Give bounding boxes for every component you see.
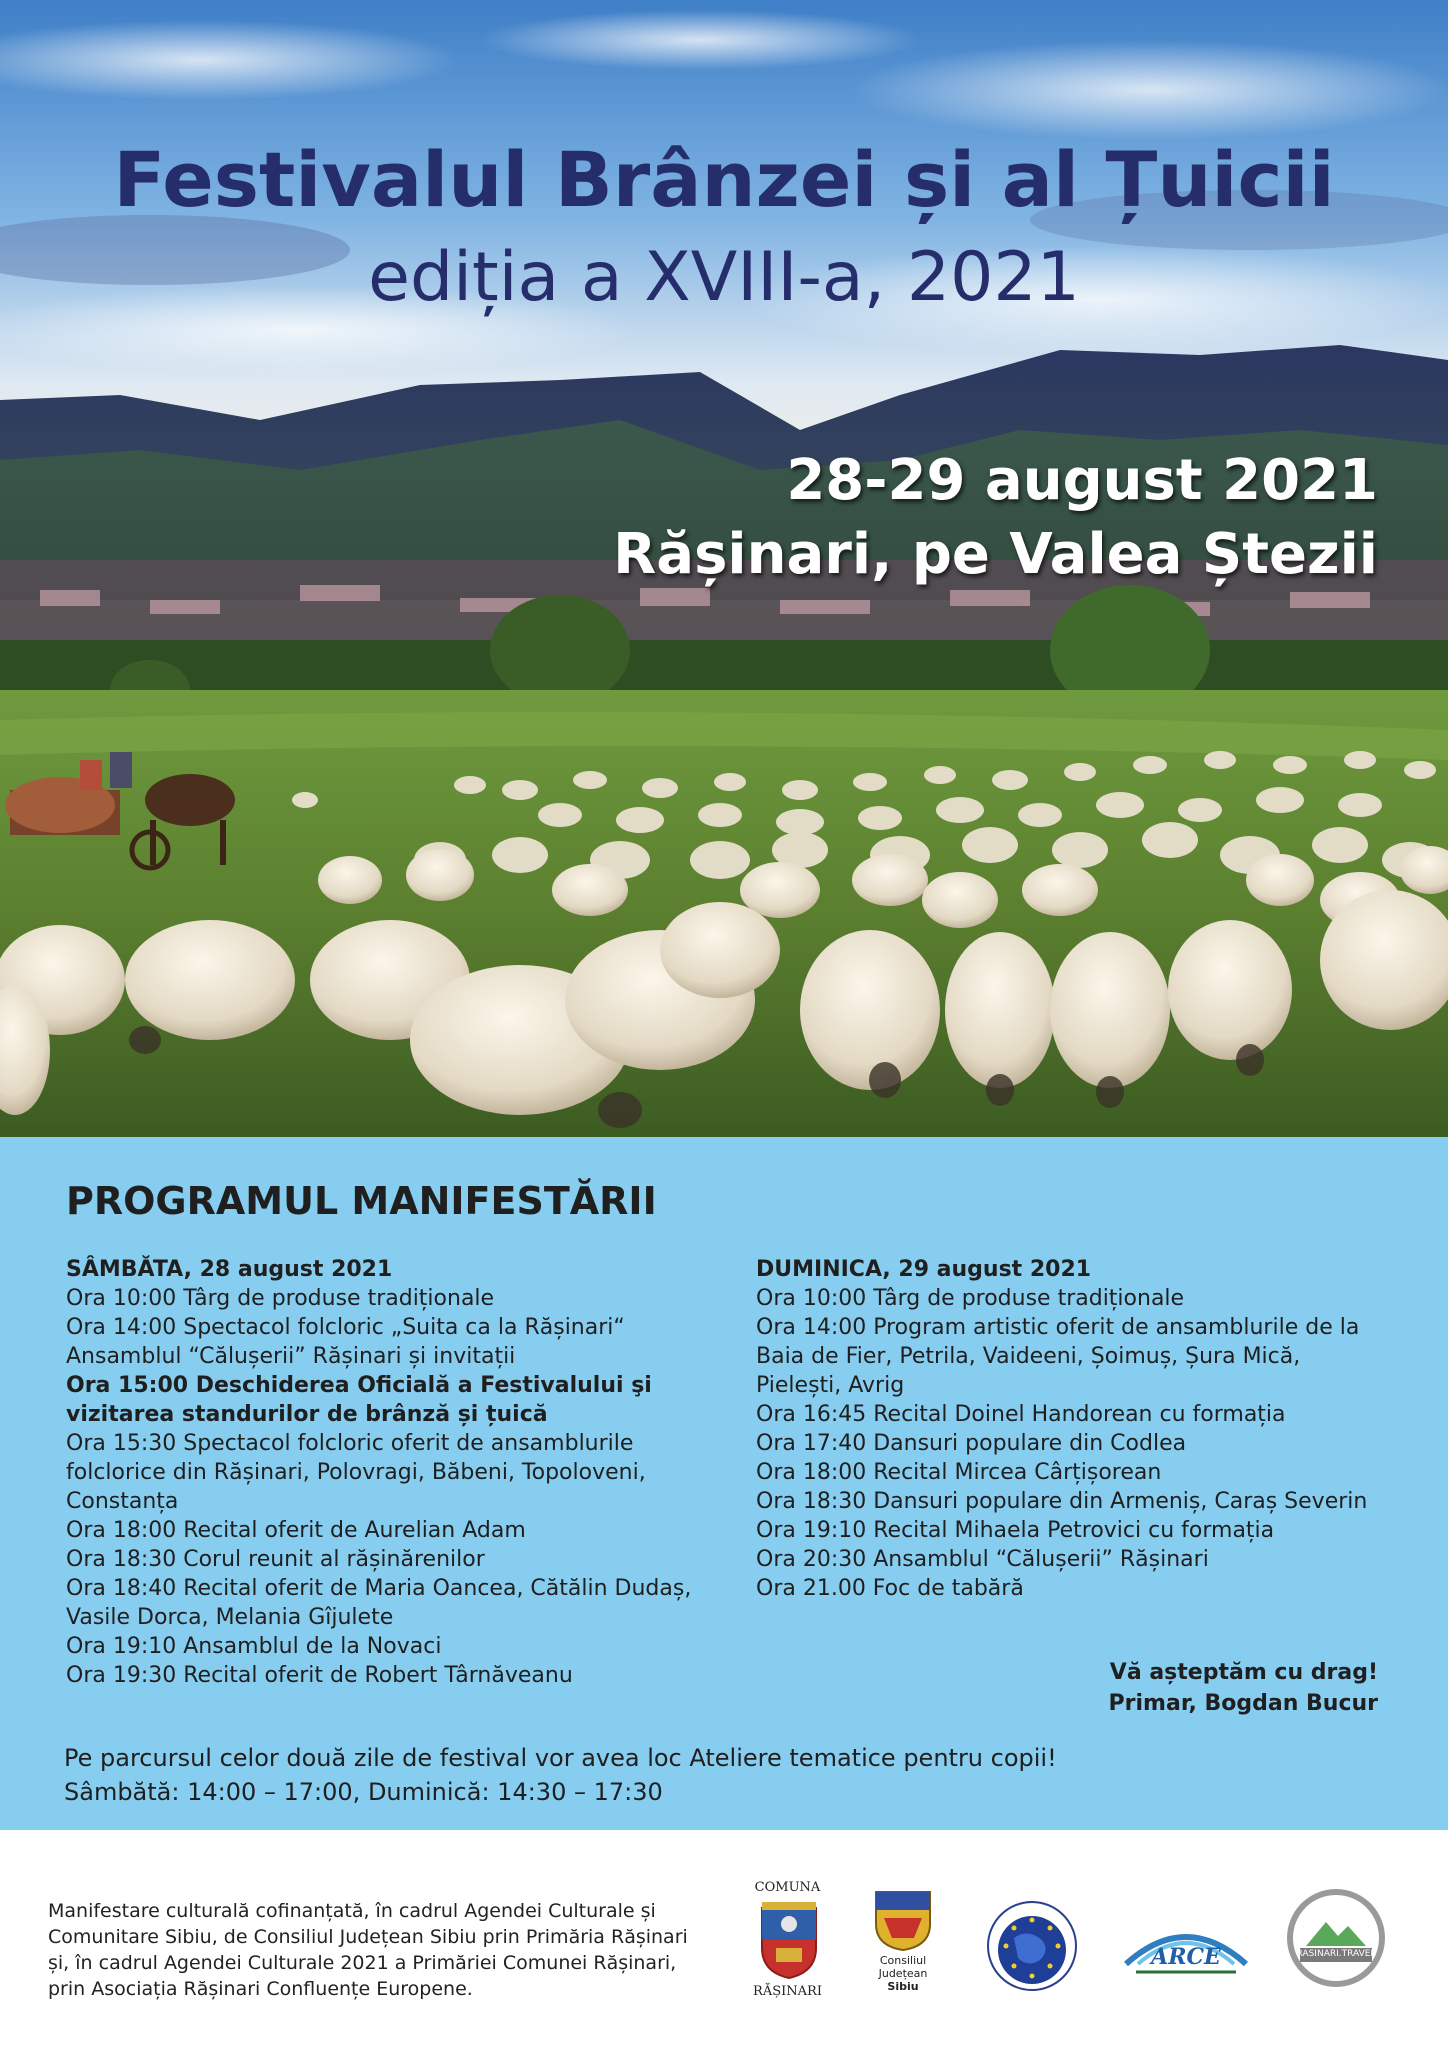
workshops-note	[64, 1741, 1057, 1809]
saturday-heading: SÂMBĂTA, 28 august 2021	[66, 1257, 393, 1282]
sunday-schedule-line: Ora 18:30 Dansuri populare din Armeniș, Caraș Severin	[756, 1489, 1368, 1514]
saturday-schedule-line: Ora 18:40 Recital oferit de Maria Oancea, Cătălin Dudaș,	[66, 1576, 692, 1601]
cofinancing-note	[48, 1898, 708, 2002]
saturday-schedule-line: Ora 19:30 Recital oferit de Robert Târnăveanu	[66, 1663, 573, 1688]
sunday-schedule-line: Ora 10:00 Târg de produse tradiționale	[756, 1286, 1185, 1311]
sunday-schedule-line: Baia de Fier, Petrila, Vaideeni, Șoimuș, Șura Mică,	[756, 1344, 1301, 1369]
rasinari-travel-badge-icon	[1286, 1888, 1386, 1988]
saturday-schedule-line: Vasile Dorca, Melania Gîjulete	[66, 1605, 394, 1630]
saturday-schedule-line: Ansamblul “Călușerii” Rășinari și invitații	[66, 1344, 516, 1369]
sunday-schedule-line: Ora 18:00 Recital Mircea Cârțișorean	[756, 1460, 1162, 1485]
workshops-line-2: Sâmbătă: 14:00 – 17:00, Duminică: 14:30 – 17:30	[64, 1778, 663, 1806]
comuna-caption-top: COMUNA	[754, 1880, 821, 1895]
saturday-schedule-line: Ora 14:00 Spectacol folcloric „Suita ca la Rășinari“	[66, 1315, 625, 1340]
saturday-schedule-line: Ora 19:10 Ansamblul de la Novaci	[66, 1634, 442, 1659]
mayor-signature	[1109, 1657, 1378, 1719]
edition-subtitle: ediția a XVIII-a, 2021	[368, 238, 1080, 317]
program-section	[0, 1137, 1448, 1830]
sunday-schedule-line: Ora 16:45 Recital Doinel Handorean cu formația	[756, 1402, 1286, 1427]
saturday-schedule-line: Ora 10:00 Târg de produse tradiționale	[66, 1286, 495, 1311]
saturday-schedule-line: Constanța	[66, 1489, 179, 1514]
cj-caption-3: Sibiu	[887, 1980, 919, 1993]
sunday-schedule-line: Ora 20:30 Ansamblul “Călușerii” Rășinari	[756, 1547, 1209, 1572]
comuna-caption-bottom: RĂȘINARI	[753, 1984, 822, 1999]
consiliul-judetean-sibiu-coat-of-arms-icon	[874, 1888, 932, 1952]
program-heading: PROGRAMUL MANIFESTĂRII	[66, 1179, 657, 1223]
saturday-schedule-line: Ora 15:30 Spectacol folcloric oferit de ansamblurile	[66, 1431, 634, 1456]
saturday-schedule-line: Ora 18:30 Corul reunit al rășinărenilor	[66, 1547, 485, 1572]
cofinancing-line-4: prin Asociația Rășinari Confluențe Europene.	[48, 1978, 473, 2000]
sunday-schedule-line: Ora 21.00 Foc de tabără	[756, 1576, 1024, 1601]
sponsors-footer	[0, 1830, 1448, 2048]
saturday-schedule	[66, 1284, 726, 1690]
comuna-rasinari-coat-of-arms-icon	[758, 1900, 820, 1980]
sunday-column	[756, 1255, 1396, 1603]
festival-dates: 28-29 august 2021	[786, 448, 1378, 513]
saturday-schedule-line: folclorice din Rășinari, Polovragi, Băbeni, Topoloveni,	[66, 1460, 646, 1485]
cofinancing-line-1: Manifestare culturală cofinanțată, în cadrul Agendei Culturale și	[48, 1900, 656, 1922]
mayor-name: Primar, Bogdan Bucur	[1108, 1691, 1378, 1716]
workshops-line-1: Pe parcursul celor două zile de festival vor avea loc Ateliere tematice pentru copii!	[64, 1744, 1057, 1772]
festival-title: Festivalul Brânzei și al Țuicii	[113, 135, 1335, 224]
sunday-heading: DUMINICA, 29 august 2021	[756, 1257, 1092, 1282]
closing-greeting: Vă așteptăm cu drag!	[1109, 1660, 1378, 1685]
saturday-schedule-line: vizitarea standurilor de brânză și țuică	[66, 1402, 548, 1427]
sunday-schedule-line: Ora 14:00 Program artistic oferit de ansamblurile de la	[756, 1315, 1360, 1340]
european-federation-globe-icon	[984, 1898, 1080, 1994]
rasinari-travel-text: RASINARI.TRAVEL	[1296, 1949, 1376, 1959]
saturday-schedule-line: Ora 15:00 Deschiderea Oficială a Festivalului şi	[66, 1373, 652, 1398]
cj-caption-1: Consiliul	[879, 1954, 927, 1967]
saturday-column	[66, 1255, 726, 1690]
cj-caption-2: Județean	[878, 1967, 928, 1980]
cj-sibiu-caption	[864, 1954, 942, 1993]
sunday-schedule-line: Ora 17:40 Dansuri populare din Codlea	[756, 1431, 1187, 1456]
arce-logo-text: ARCE	[1151, 1944, 1221, 1970]
sunday-schedule	[756, 1284, 1396, 1603]
sunday-schedule-line: Pielești, Avrig	[756, 1373, 905, 1398]
cofinancing-line-3: și, în cadrul Agendei Culturale 2021 a Primăriei Comunei Rășinari,	[48, 1952, 677, 1974]
saturday-schedule-line: Ora 18:00 Recital oferit de Aurelian Adam	[66, 1518, 526, 1543]
cofinancing-line-2: Comunitare Sibiu, de Consiliul Județean Sibiu prin Primăria Rășinari	[48, 1926, 688, 1948]
sunday-schedule-line: Ora 19:10 Recital Mihaela Petrovici cu formația	[756, 1518, 1275, 1543]
festival-location: Rășinari, pe Valea Ștezii	[613, 522, 1378, 587]
